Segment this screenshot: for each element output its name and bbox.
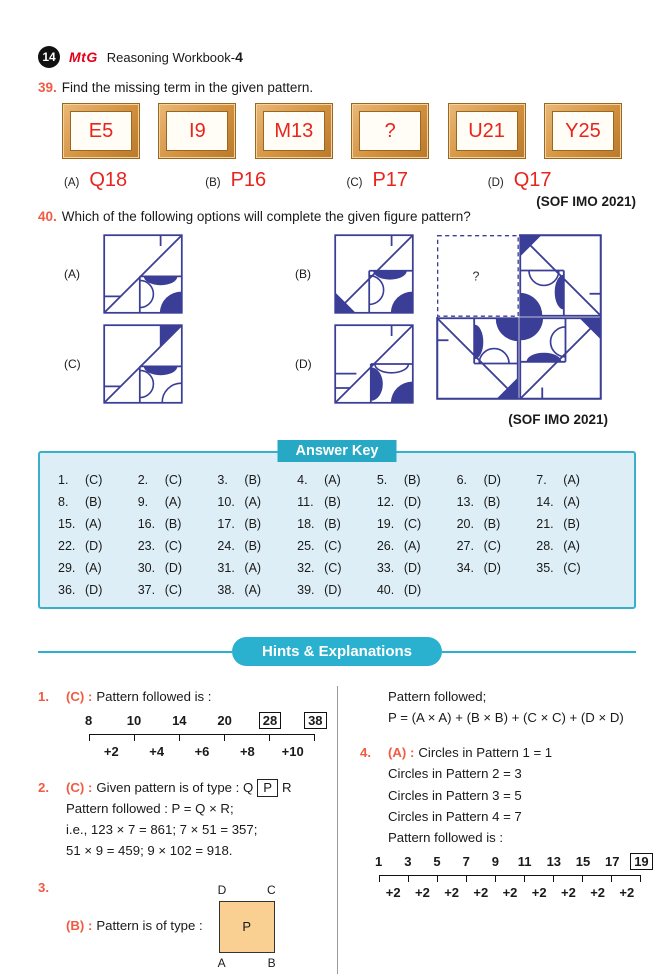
answer-key-item: 25. (C)	[297, 539, 342, 553]
answer-key-item: 7. (A)	[536, 473, 580, 487]
answer-key-item: 8. (B)	[58, 495, 102, 509]
answer-key-item: 9. (A)	[137, 495, 182, 509]
answer-key-item: 31. (A)	[217, 561, 262, 575]
answer-key-item: 6. (D)	[456, 473, 501, 487]
missing-quadrant	[436, 234, 519, 317]
answer-key-item: 17. (B)	[217, 517, 262, 531]
pattern-frames	[62, 103, 622, 159]
answer-key-item: 36. (D)	[58, 583, 103, 597]
pattern-frame-missing: ?	[351, 103, 429, 159]
answer-key-item: 27. (C)	[456, 539, 501, 553]
answer-key-grid	[58, 473, 616, 597]
figure-option-c: (C)	[64, 324, 183, 404]
answer-key-item: 29. (A)	[58, 561, 102, 575]
pattern-frame: I9	[158, 103, 236, 159]
answer-key-item: 1. (C)	[58, 473, 103, 487]
answer-key-item: 2. (C)	[137, 473, 183, 487]
page-number-badge: 14	[38, 46, 60, 68]
figure-options	[64, 234, 636, 427]
explanation-4: 4. (A) : Circles in Pattern 1 = 1 Circles in Pattern 2 = 3 Circles in Pattern 3 = 5 Circles in Pattern 4 = 7 Pattern followed is : 1 3 5 7 9 11 13 15 17 19 +2 +2 +2 +2 +2 +2 +2 +2 +2	[360, 742, 636, 903]
answer-key-item: 13. (B)	[456, 495, 501, 509]
pattern-frame: Y25	[544, 103, 622, 159]
answer-key-item: 28. (A)	[536, 539, 580, 553]
answer-key-item: 11. (B)	[297, 495, 341, 509]
answer-key-item: 12. (D)	[376, 495, 422, 509]
figure-d-image	[334, 324, 414, 404]
answer-key-item: 40. (D)	[376, 583, 422, 597]
pattern-frame: M13	[255, 103, 333, 159]
answer-key-item: 26. (A)	[376, 539, 421, 553]
large-figure-pattern	[430, 234, 608, 400]
answer-key-item: 15. (A)	[58, 517, 102, 531]
number-line-1: 8 10 14 20 28 38 +2 +4 +6 +8 +10	[66, 711, 338, 763]
answer-key-item: 10. (A)	[217, 495, 262, 509]
explanation-3-continued: Pattern followed; P = (A × A) + (B × B) + (C × C) + (D × D)	[388, 689, 624, 726]
source-tag-39: (SOF IMO 2021)	[536, 194, 636, 209]
pattern-square-diagram: D C P A B	[217, 883, 276, 971]
answer-key-item: 23. (C)	[137, 539, 183, 553]
answer-key-item: 3. (B)	[217, 473, 262, 487]
figure-c-image	[103, 324, 183, 404]
pattern-frame: U21	[448, 103, 526, 159]
option-c: (C) P17	[346, 169, 409, 191]
answer-key-title: Answer Key	[277, 440, 396, 462]
answer-key-item: 35. (C)	[536, 561, 581, 575]
answer-key-item: 33. (D)	[376, 561, 422, 575]
pattern-square: P	[219, 901, 275, 953]
answer-key-item: 39. (D)	[297, 583, 342, 597]
hints-title: Hints & Explanations	[232, 637, 442, 666]
pattern-frame: E5	[62, 103, 140, 159]
answer-key-item: 16. (B)	[137, 517, 182, 531]
question-39	[38, 80, 636, 209]
page-header	[38, 46, 636, 68]
answer-key-item: 22. (D)	[58, 539, 103, 553]
book-title: Reasoning Workbook-4	[106, 49, 243, 65]
explanations-right	[337, 686, 649, 974]
explanation-3: 3. (B) : Pattern is of type : D C P A B	[38, 877, 319, 973]
explanations-left	[38, 686, 337, 974]
option-b: (B) P16	[205, 169, 267, 191]
figure-option-a: (A)	[64, 234, 183, 314]
answer-key-item: 19. (C)	[376, 517, 422, 531]
figure-option-d: (D)	[295, 324, 414, 404]
answer-key-item: 21. (B)	[536, 517, 580, 531]
answer-key-item: 5. (B)	[376, 473, 421, 487]
answer-key-item: 34. (D)	[456, 561, 501, 575]
explanation-1: 1. (C) : Pattern followed is : 8 10 14 20 28 38 +2 +4 +6 +8 +10	[38, 686, 319, 763]
hints-header	[38, 637, 636, 666]
source-tag-40: (SOF IMO 2021)	[508, 412, 608, 427]
answer-key-item: 37. (C)	[137, 583, 183, 597]
figure-option-b: (B)	[295, 234, 414, 314]
answer-key-item: 20. (B)	[456, 517, 501, 531]
question-40-text: 40. Which of the following options will complete the given figure pattern?	[38, 209, 471, 224]
question-mark: ?	[472, 269, 480, 284]
number-line-2: 1 3 5 7 9 11 13 15 17 19 +2 +2 +2 +2 +2 +2 +2 +2 +2	[364, 852, 656, 904]
question-40	[38, 209, 636, 427]
answer-key-item: 30. (D)	[137, 561, 183, 575]
explanation-columns	[38, 686, 649, 974]
answer-options-39	[64, 169, 629, 192]
option-a: (A) Q18	[64, 169, 128, 191]
figure-b-image	[334, 234, 414, 314]
answer-key-item: 24. (B)	[217, 539, 262, 553]
answer-key-item: 38. (A)	[217, 583, 262, 597]
answer-key-box	[38, 443, 636, 609]
explanation-2: 2. (C) : Given pattern is of type : Q P R Pattern followed : P = Q × R; i.e., 123 × 7 = 861; 7 × 51 = 357; 51 × 9 = 459; 9 × 102 = 918.	[38, 779, 292, 859]
boxed-letter-p: P	[257, 779, 278, 798]
answer-key-item: 32. (C)	[297, 561, 342, 575]
answer-key-item: 18. (B)	[297, 517, 341, 531]
question-39-text: 39. Find the missing term in the given pattern.	[38, 80, 314, 95]
figure-a-image	[103, 234, 183, 314]
answer-key-item: 14. (A)	[536, 495, 580, 509]
option-d: (D) Q17	[487, 169, 552, 191]
mtg-logo: MtG	[69, 49, 98, 65]
answer-key-item: 4. (A)	[297, 473, 341, 487]
